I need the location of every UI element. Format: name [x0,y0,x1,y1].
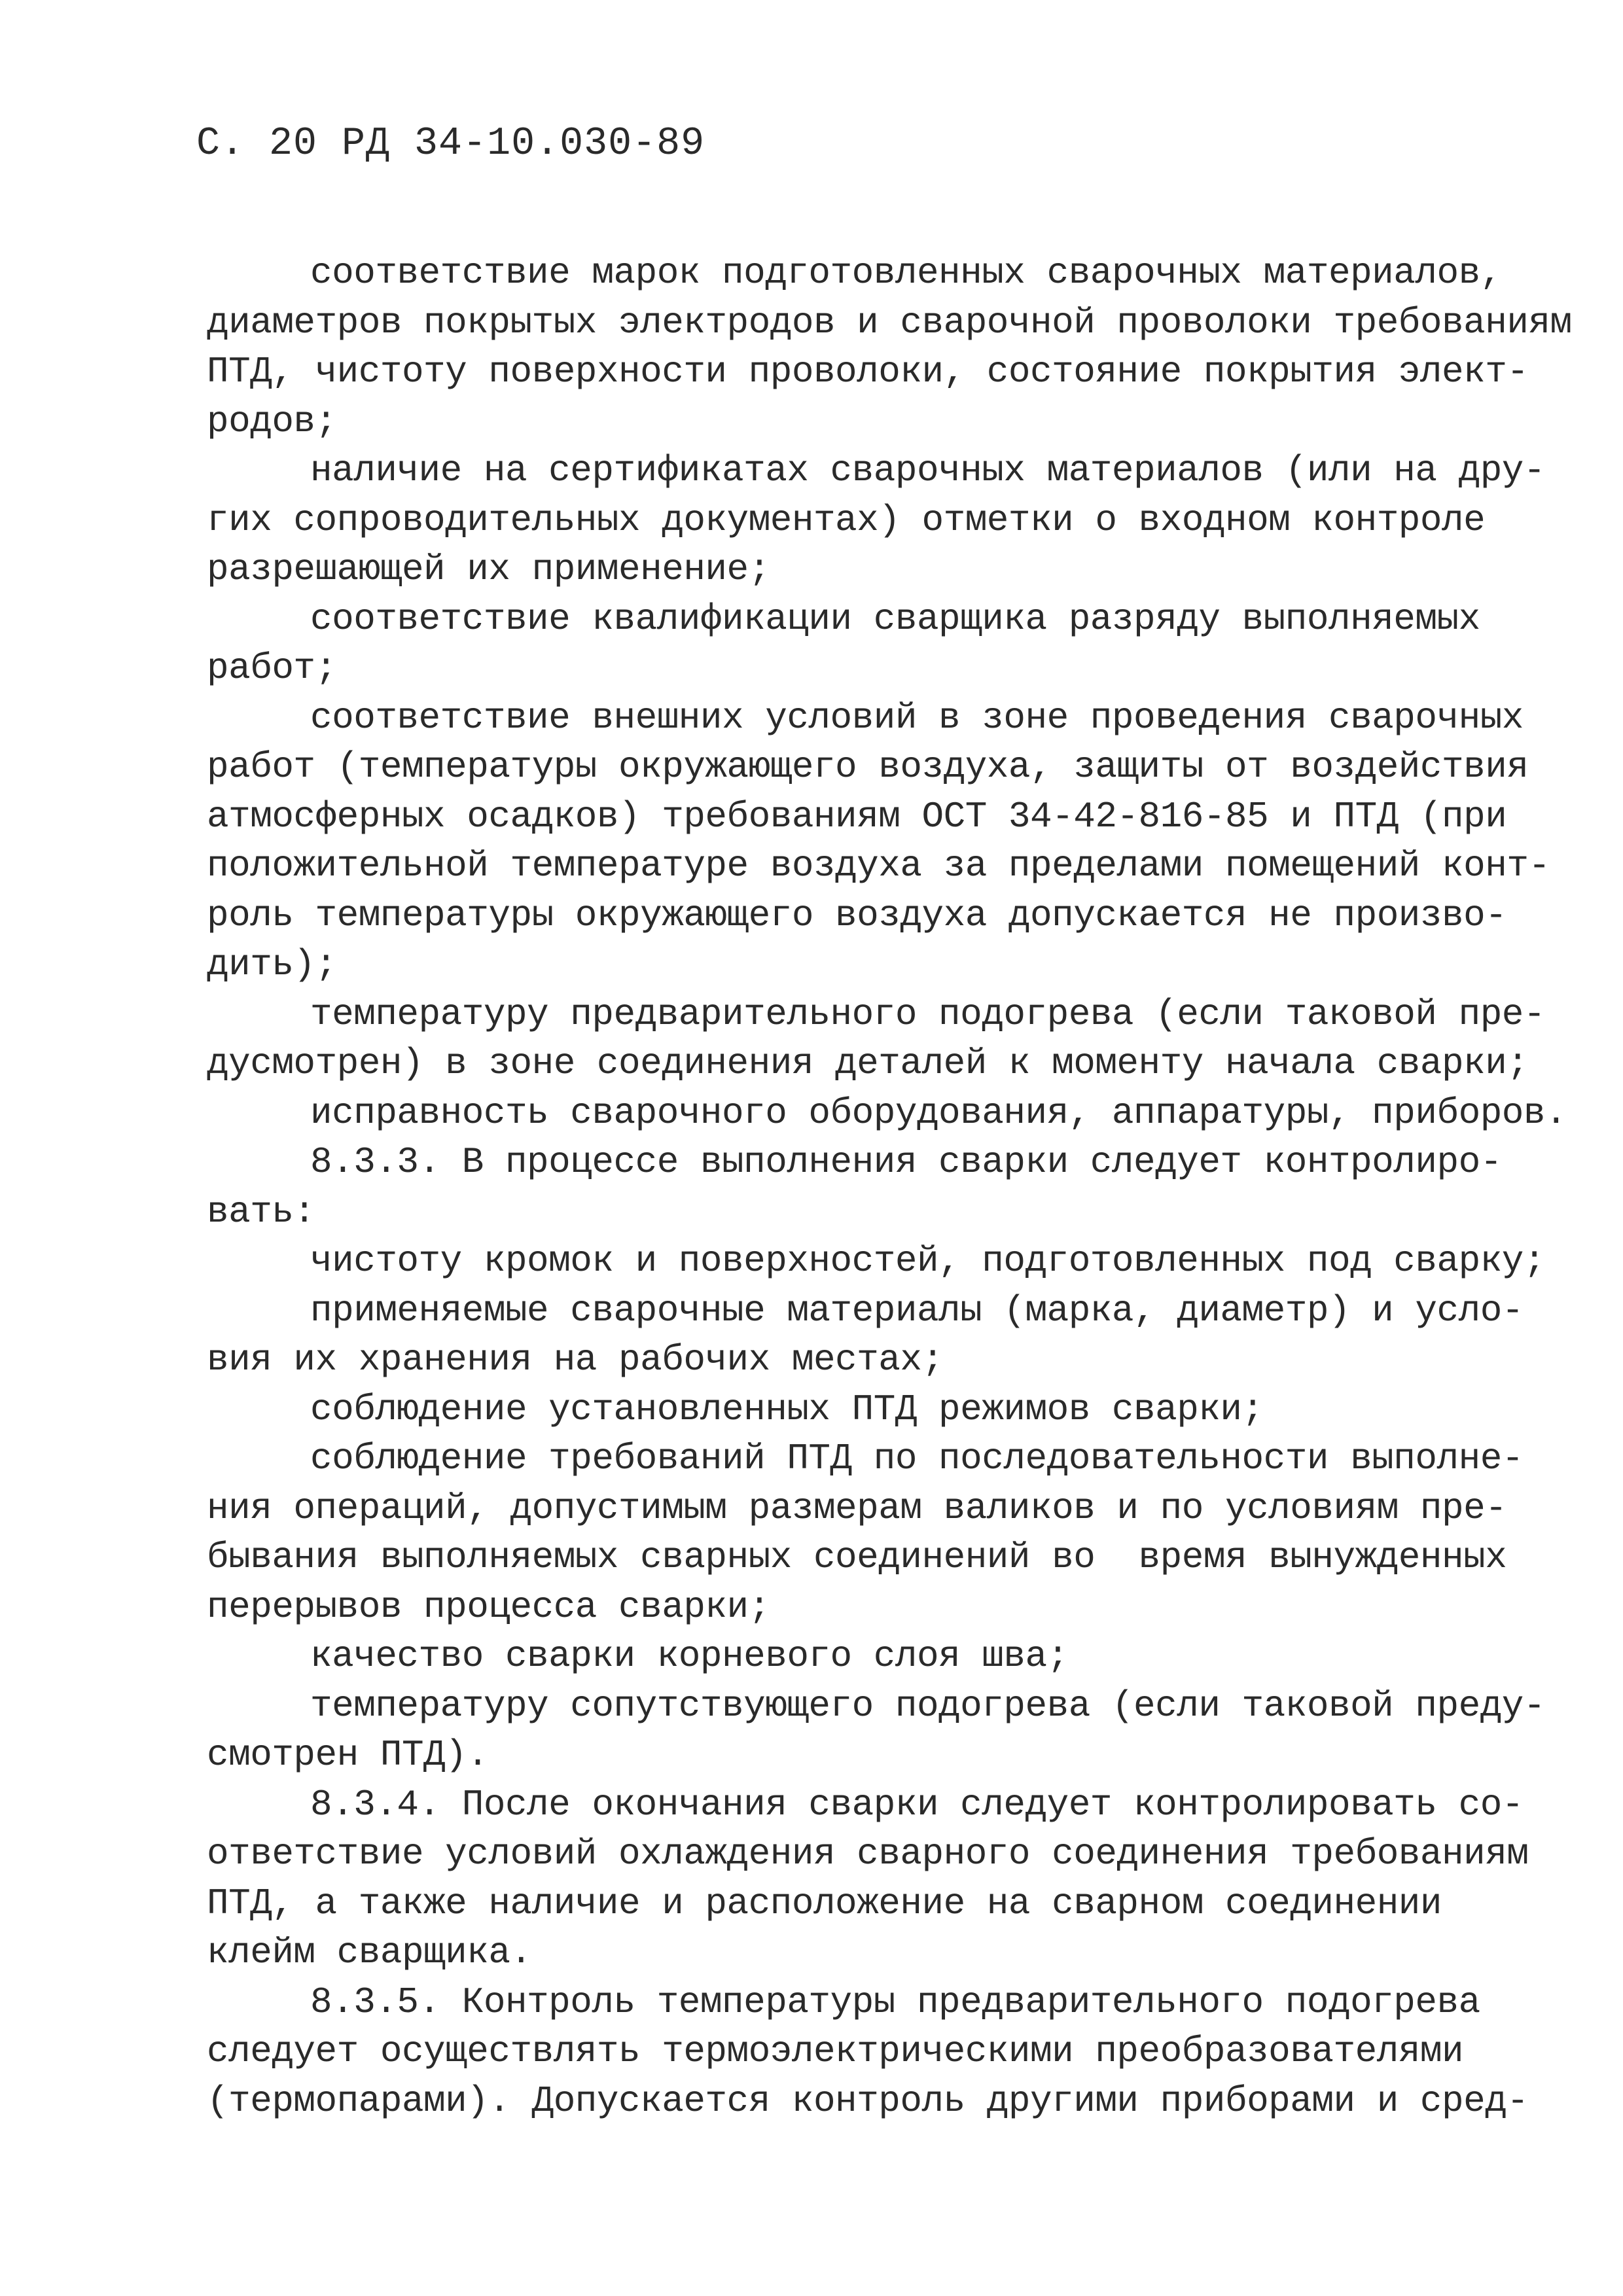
text-line: 8.3.5. Контроль температуры предварительного подогрева [310,1981,1480,2023]
text-line: роль температуры окружающего воздуха допускается не произво- [207,894,1507,936]
text-line: работ (температуры окружающего воздуха, защиты от воздействия [207,746,1529,788]
text-line: применяемые сварочные материалы (марка, диаметр) и усло- [310,1289,1524,1332]
text-line: атмосферных осадков) требованиям ОСТ 34-42-816-85 и ПТД (при [207,795,1507,838]
text-line: вать: [207,1190,315,1233]
text-line: температуру предварительного подогрева (если таковой пре- [310,993,1546,1035]
text-line: гих сопроводительных документах) отметки о входном контроле [207,499,1486,541]
text-line: соблюдение установленных ПТД режимов сварки; [310,1388,1264,1430]
text-line: ПТД, чистоту поверхности проволоки, состояние покрытия элект- [207,351,1529,393]
text-line: следует осуществлять термоэлектрическими преобразователями [207,2030,1464,2072]
text-line: ПТД, а также наличие и расположение на сварном соединении [207,1882,1442,1924]
text-line: смотрен ПТД). [207,1734,489,1776]
text-line: перерывов процесса сварки; [207,1585,770,1628]
text-line: 8.3.4. После окончания сварки следует контролировать со- [310,1783,1524,1826]
text-line: бывания выполняемых сварных соединений во время вынужденных [207,1536,1507,1578]
text-line: дить); [207,944,337,985]
text-line: вия их хранения на рабочих местах; [207,1339,944,1381]
text-line: соответствие квалификации сварщика разряду выполняемых [310,597,1480,640]
text-line: качество сварки корневого слоя шва; [310,1635,1069,1677]
text-line: 8.3.3. В процессе выполнения сварки следует контролиро- [310,1141,1502,1183]
text-line: дусмотрен) в зоне соединения деталей к моменту начала сварки; [207,1042,1529,1084]
text-line: соблюдение требований ПТД по последовательности выполне- [310,1438,1524,1479]
text-line: чистоту кромок и поверхностей, подготовленных под сварку; [310,1240,1546,1282]
document-body [207,249,1572,2126]
text-line: положительной температуре воздуха за пределами помещений конт- [207,845,1550,887]
text-line: наличие на сертификатах сварочных материалов (или на дру- [310,450,1546,491]
page-header: С. 20 РД 34-10.030-89 [196,122,705,166]
text-line: диаметров покрытых электродов и сварочной проволоки требованиям [207,301,1572,344]
text-line: работ; [207,647,337,689]
text-line: клейм сварщика. [207,1932,532,1973]
text-line: разрешающей их применение; [207,548,770,590]
text-line: соответствие внешних условий в зоне проведения сварочных [310,696,1524,739]
text-line: исправность сварочного оборудования, аппаратуры, приборов. [310,1091,1567,1134]
text-line: ния операций, допустимым размерам валиков и по условиям пре- [207,1487,1507,1529]
text-line: ответствие условий охлаждения сварного соединения требованиям [207,1833,1529,1875]
text-line: соответствие марок подготовленных сварочных материалов, [310,252,1502,294]
text-line: родов; [207,400,337,442]
text-line: (термопарами). Допускается контроль другими приборами и сред- [207,2079,1529,2122]
text-line: температуру сопутствующего подогрева (если таковой преду- [310,1684,1546,1727]
